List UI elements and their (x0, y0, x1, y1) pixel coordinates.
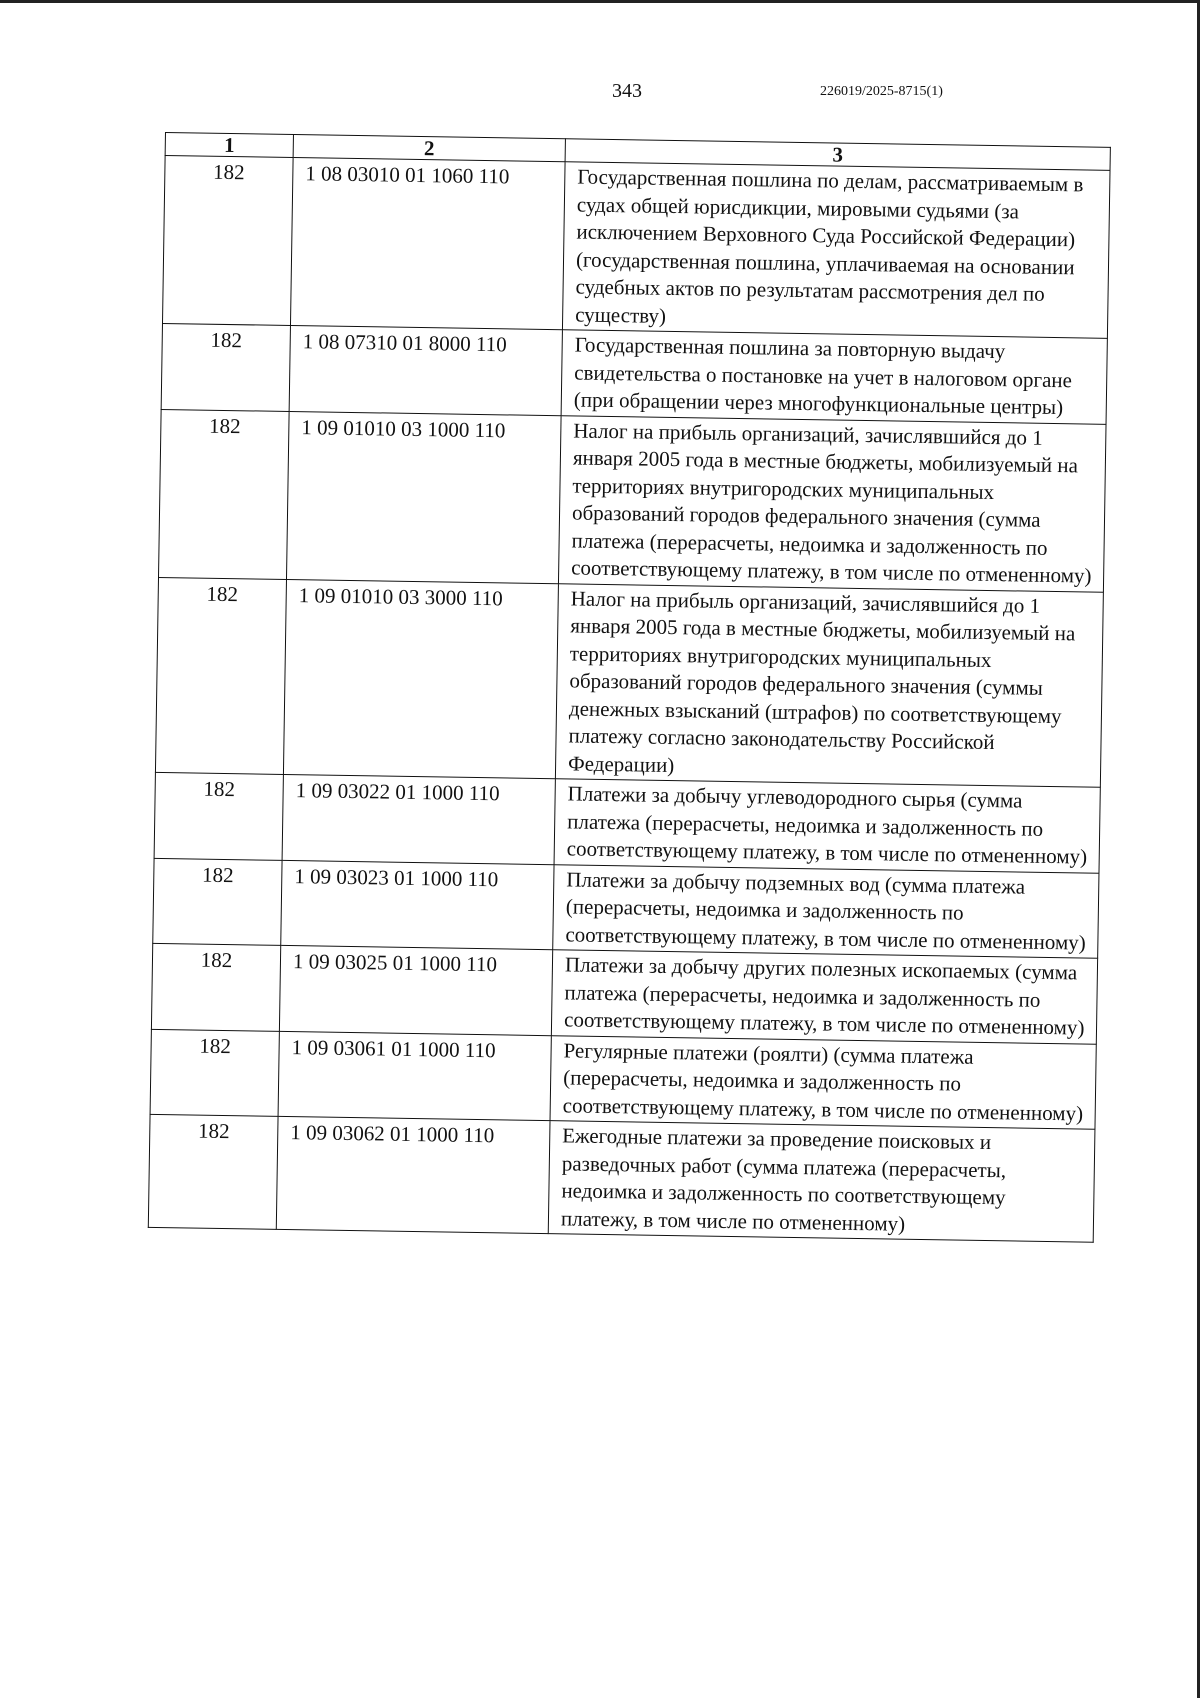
table-row (159, 409, 1107, 592)
budget-code-cell: 1 09 01010 03 1000 110 (286, 411, 561, 583)
budget-code-cell: 1 09 03023 01 1000 110 (281, 860, 554, 950)
page-number: 343 (612, 80, 642, 102)
admin-code-cell: 182 (148, 1114, 278, 1229)
budget-codes-table (148, 132, 1111, 1243)
column-header-1: 1 (165, 133, 293, 158)
scan-edge-top (0, 0, 1200, 3)
table-row (148, 1114, 1095, 1242)
description-cell: Налог на прибыль организаций, зачислявшийся до 1 января 2005 года в местные бюджеты, мобилизуемый на территориях внутригородских муниципальных образований городов федерального значения (сумма платежа (перерасчеты, недоимка и задолженность по соответствующему платежу, в том числе по отмененному) (558, 415, 1106, 592)
admin-code-cell: 182 (150, 1029, 279, 1117)
column-header-2: 2 (293, 135, 565, 162)
description-cell: Платежи за добычу подземных вод (сумма платежа (перерасчеты, недоимка и задолженность по соответствующему платежу, в том числе по отмененному) (553, 864, 1099, 958)
table-row (162, 156, 1110, 339)
budget-codes-table-wrapper (148, 132, 1110, 1243)
budget-code-cell: 1 09 03061 01 1000 110 (278, 1031, 551, 1121)
admin-code-cell: 182 (153, 858, 282, 946)
budget-code-cell: 1 08 07310 01 8000 110 (289, 325, 562, 415)
description-cell: Государственная пошлина за повторную выдачу свидетельства о постановке на учет в налоговом органе (при обращении через многофункциональные центры) (561, 330, 1107, 424)
table-row (154, 772, 1100, 872)
table-row (155, 577, 1103, 787)
admin-code-cell: 182 (154, 772, 283, 860)
budget-code-cell: 1 09 03062 01 1000 110 (276, 1116, 550, 1233)
description-cell: Регулярные платежи (роялти) (сумма платежа (перерасчеты, недоимка и задолженность по соответствующему платежу, в том числе по отмененному) (550, 1035, 1096, 1129)
description-cell: Ежегодные платежи за проведение поисковых и разведочных работ (сумма платежа (перерасчеты, недоимка и задолженность по соответствующему платежу, в том числе по отмененному) (548, 1121, 1095, 1243)
admin-code-cell: 182 (159, 409, 290, 579)
description-cell: Государственная пошлина по делам, рассматриваемым в судах общей юрисдикции, мировыми судьями (за исключением Верховного Суда Российской Федерации) (государственная пошлина, уплачиваемая на основании судебных актов по результатам рассмотрения дел по существу) (562, 162, 1110, 339)
table-body (148, 156, 1110, 1243)
table-row (161, 323, 1107, 423)
description-cell: Налог на прибыль организаций, зачислявшийся до 1 января 2005 года в местные бюджеты, мобилизуемый на территориях внутригородских муниципальных образований городов федерального значения (суммы денежных взысканий (штрафов) по соответствующему платежу согласно законодательству Российской Федерации) (555, 583, 1103, 787)
admin-code-cell: 182 (155, 577, 286, 774)
table-row (153, 858, 1099, 958)
column-header-3: 3 (565, 139, 1110, 171)
description-cell: Платежи за добычу других полезных ископаемых (сумма платежа (перерасчеты, недоимка и задолженность по соответствующему платежу, в том числе по отмененному) (551, 950, 1097, 1044)
budget-code-cell: 1 09 03022 01 1000 110 (282, 774, 555, 864)
budget-code-cell: 1 09 01010 03 3000 110 (283, 579, 558, 779)
admin-code-cell: 182 (151, 943, 280, 1031)
budget-code-cell: 1 08 03010 01 1060 110 (290, 158, 565, 330)
table-row (151, 943, 1097, 1043)
description-cell: Платежи за добычу углеводородного сырья (сумма платежа (перерасчеты, недоимка и задолженность по соответствующему платежу, в том числе по отмененному) (554, 779, 1100, 873)
admin-code-cell: 182 (161, 323, 290, 411)
table-row (150, 1029, 1096, 1129)
budget-code-cell: 1 09 03025 01 1000 110 (279, 945, 552, 1035)
admin-code-cell: 182 (162, 156, 293, 326)
document-number: 226019/2025-8715(1) (820, 84, 943, 99)
